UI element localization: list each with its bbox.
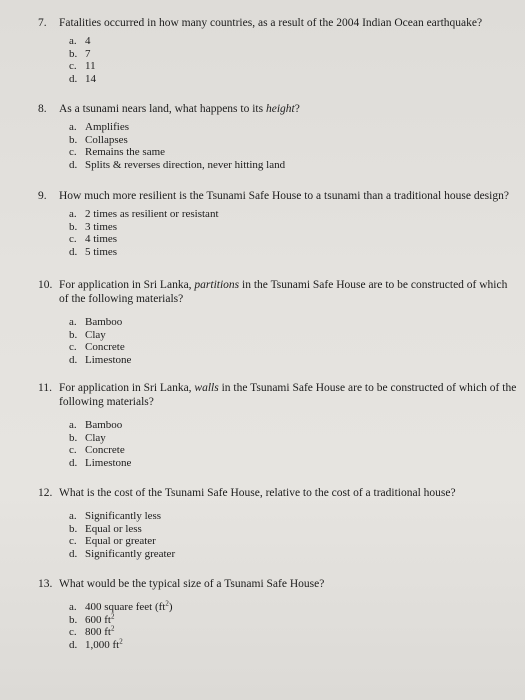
option-d [69,457,518,470]
option-letter: d. [69,638,78,651]
option-letter: b. [69,47,78,60]
option-letter: d. [69,353,78,366]
option-b [69,221,518,234]
option-text: 4 times [85,233,118,246]
option-letter: a. [69,510,77,522]
option-text: Limestone [85,456,132,469]
option-text: Significantly less [85,510,162,522]
question-number: 7. [38,17,47,29]
option-letter: c. [69,626,77,639]
superscript: 2 [110,624,115,633]
option-text: Clay [85,328,106,341]
option-b [69,48,518,61]
option-a [69,121,518,134]
question-text [59,278,518,306]
option-text: Bamboo [85,419,123,431]
question-number: 11. [38,382,52,394]
option-a [69,510,518,523]
superscript: 2 [110,611,115,620]
question-text: How much more resilient is the Tsunami Safe House to a tsunami than a traditional house design? [59,190,509,202]
question-text [59,102,518,116]
option-text-main: 600 ft [85,613,111,626]
question-text-part: For application in Sri Lanka, [59,279,195,291]
option-text [85,639,123,652]
question-text [59,381,518,409]
options-list [69,316,518,366]
question-text: What is the cost of the Tsunami Safe House, relative to the cost of a traditional house? [59,487,456,499]
question-number: 9. [38,190,47,202]
question-text-emphasis: walls [194,382,219,394]
question-text-part: in the Tsunami Safe House are to be constructed of which of the following materials? [59,382,517,408]
option-letter: d. [69,158,78,171]
question-text-part: ? [294,103,300,115]
option-text: 5 times [85,245,118,258]
option-letter: c. [69,146,77,159]
option-letter: a. [69,601,77,613]
option-b [69,523,518,536]
options-list [69,601,518,651]
option-text: Equal or greater [85,535,156,548]
question-text-emphasis: partitions [194,279,240,291]
superscript: 2 [119,637,123,646]
option-c [69,444,518,457]
option-c [69,233,518,246]
option-c [69,60,518,73]
option-c [69,146,518,159]
option-b [69,329,518,342]
option-letter: a. [69,316,77,328]
option-letter: a. [69,35,77,47]
question-text-part: For application in Sri Lanka, [59,382,195,394]
option-text: 14 [85,72,96,85]
option-text: Splits & reverses direction, never hitting land [85,158,286,171]
option-text [85,601,173,614]
option-text: 3 times [85,220,118,233]
option-d [69,159,518,172]
question-text-part: As a tsunami nears land, what happens to its [59,103,266,115]
option-letter: c. [69,341,77,354]
option-text: Equal or less [85,522,142,535]
question-8 [38,102,518,171]
options-list [69,208,518,258]
option-text: Concrete [85,444,125,457]
option-c [69,626,518,639]
question-7 [38,16,518,85]
option-letter: d. [69,245,78,258]
question-11 [38,381,518,469]
option-text-main: 400 square feet (ft [85,601,166,613]
option-a [69,208,518,221]
option-text: 11 [85,60,96,73]
option-text: Clay [85,431,106,444]
option-d [69,548,518,561]
options-list [69,419,518,469]
question-9 [38,189,518,258]
option-text: 2 times as resilient or resistant [85,208,219,220]
option-letter: d. [69,72,78,85]
question-number: 13. [38,578,53,590]
option-text: 7 [85,47,91,60]
option-d [69,73,518,86]
option-letter: c. [69,60,77,73]
question-12 [38,486,518,560]
option-b [69,432,518,445]
option-letter: c. [69,535,77,548]
option-letter: a. [69,419,77,431]
option-text-main: 800 ft [85,626,111,639]
option-letter: c. [69,444,77,457]
option-text: Limestone [85,353,132,366]
option-letter: d. [69,547,78,560]
option-a [69,601,518,614]
option-letter: b. [69,220,78,233]
question-text-part: in the Tsunami Safe House are to be constructed of which of the following materials? [59,279,508,305]
option-text: Collapses [85,133,128,146]
option-letter: b. [69,613,78,626]
option-letter: b. [69,328,78,341]
option-a [69,419,518,432]
option-text [85,626,114,639]
option-text-after: ) [168,601,173,613]
option-a [69,316,518,329]
option-letter: b. [69,522,78,535]
superscript: 2 [165,599,169,608]
question-number: 8. [38,103,47,115]
question-10 [38,278,518,366]
option-c [69,341,518,354]
option-text: 4 [85,35,91,47]
option-c [69,535,518,548]
options-list [69,510,518,560]
option-d [69,354,518,367]
question-text: Fatalities occurred in how many countries, as a result of the 2004 Indian Ocean earthquake? [59,17,483,29]
option-text-main: 1,000 ft [85,638,120,651]
option-letter: c. [69,233,77,246]
option-a [69,35,518,48]
option-b [69,134,518,147]
option-letter: d. [69,456,78,469]
question-13 [38,577,518,651]
option-text: Remains the same [85,146,166,159]
question-number: 10. [38,279,53,291]
options-list [69,121,518,171]
question-number: 12. [38,487,53,499]
options-list [69,35,518,85]
option-letter: b. [69,431,78,444]
option-text: Concrete [85,341,125,354]
option-letter: a. [69,121,77,133]
option-d [69,246,518,259]
question-text: What would be the typical size of a Tsunami Safe House? [59,578,325,590]
option-d [69,639,518,652]
question-text-emphasis: height [265,103,295,115]
option-letter: a. [69,208,77,220]
option-text: Bamboo [85,316,123,328]
option-b [69,611,518,627]
option-text: Amplifies [85,121,129,133]
option-text: Significantly greater [85,547,176,560]
option-letter: b. [69,133,78,146]
